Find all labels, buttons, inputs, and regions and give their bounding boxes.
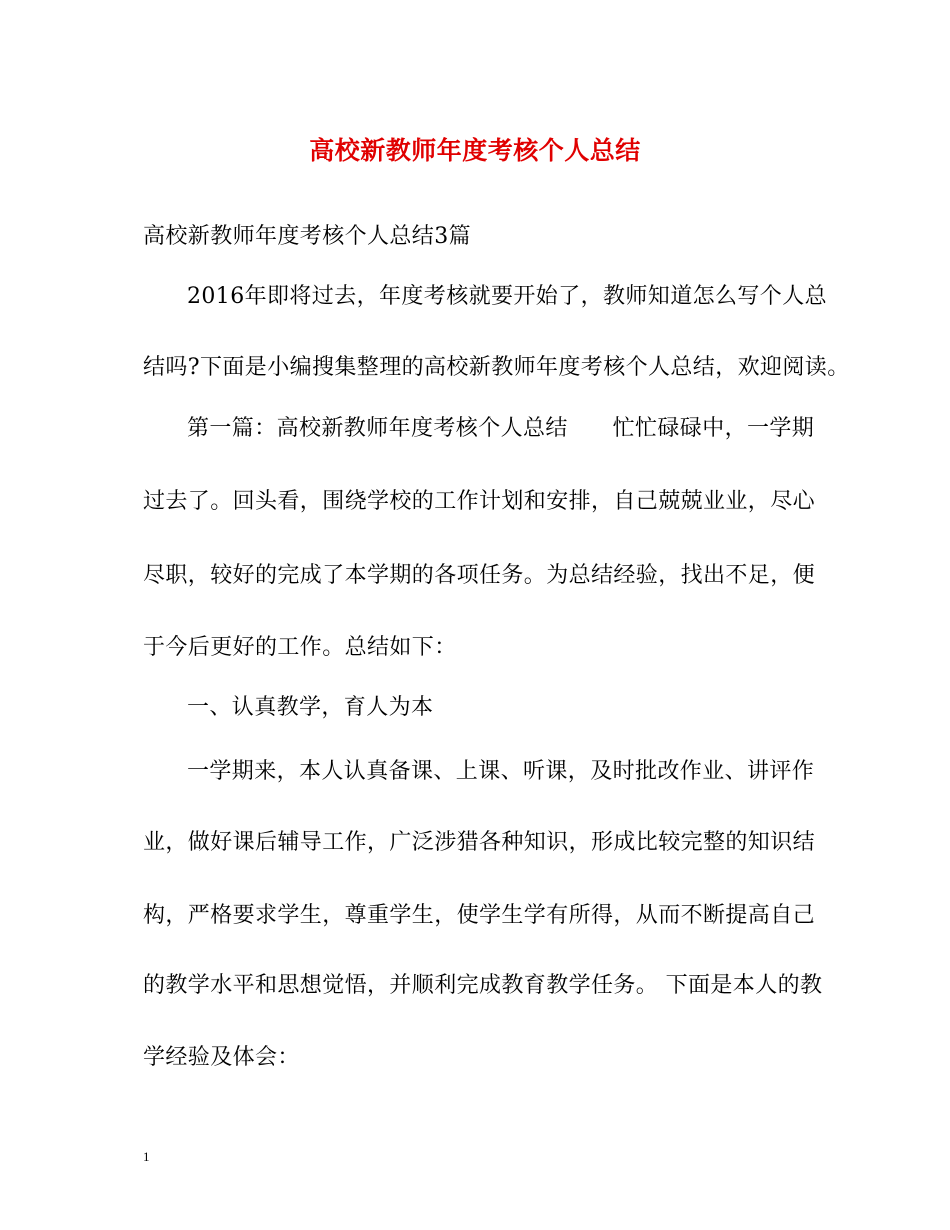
paragraph-line: 2016年即将过去，年度考核就要开始了，教师知道怎么写个人总 (187, 284, 827, 309)
paragraph-line: 结吗?下面是小编搜集整理的高校新教师年度考核个人总结，欢迎阅读。 (143, 355, 850, 380)
document-title: 高校新教师年度考核个人总结 (309, 136, 641, 165)
section-heading: 一、认真教学，育人为本 (187, 695, 434, 720)
page-number: 1 (143, 1149, 150, 1164)
paragraph-line: 构，严格要求学生，尊重学生，使学生学有所得，从而不断提高自己 (143, 903, 816, 928)
paragraph-line: 一学期来，本人认真备课、上课、听课，及时批改作业、讲评作 (187, 759, 815, 784)
paragraph-line: 于今后更好的工作。总结如下： (143, 635, 457, 660)
document-subtitle: 高校新教师年度考核个人总结3篇 (143, 224, 471, 249)
paragraph-line: 第一篇：高校新教师年度考核个人总结 忙忙碌碌中，一学期 (187, 416, 815, 441)
paragraph-line: 业，做好课后辅导工作，广泛涉猎各种知识，形成比较完整的知识结 (143, 830, 816, 855)
paragraph-line: 的教学水平和思想觉悟，并顺利完成教育教学任务。 下面是本人的教 (143, 973, 823, 998)
paragraph-line: 尽职，较好的完成了本学期的各项任务。为总结经验，找出不足，便 (143, 563, 816, 588)
paragraph-line: 过去了。回头看，围绕学校的工作计划和安排，自己兢兢业业，尽心 (143, 489, 816, 514)
paragraph-line: 学经验及体会： (143, 1045, 300, 1070)
